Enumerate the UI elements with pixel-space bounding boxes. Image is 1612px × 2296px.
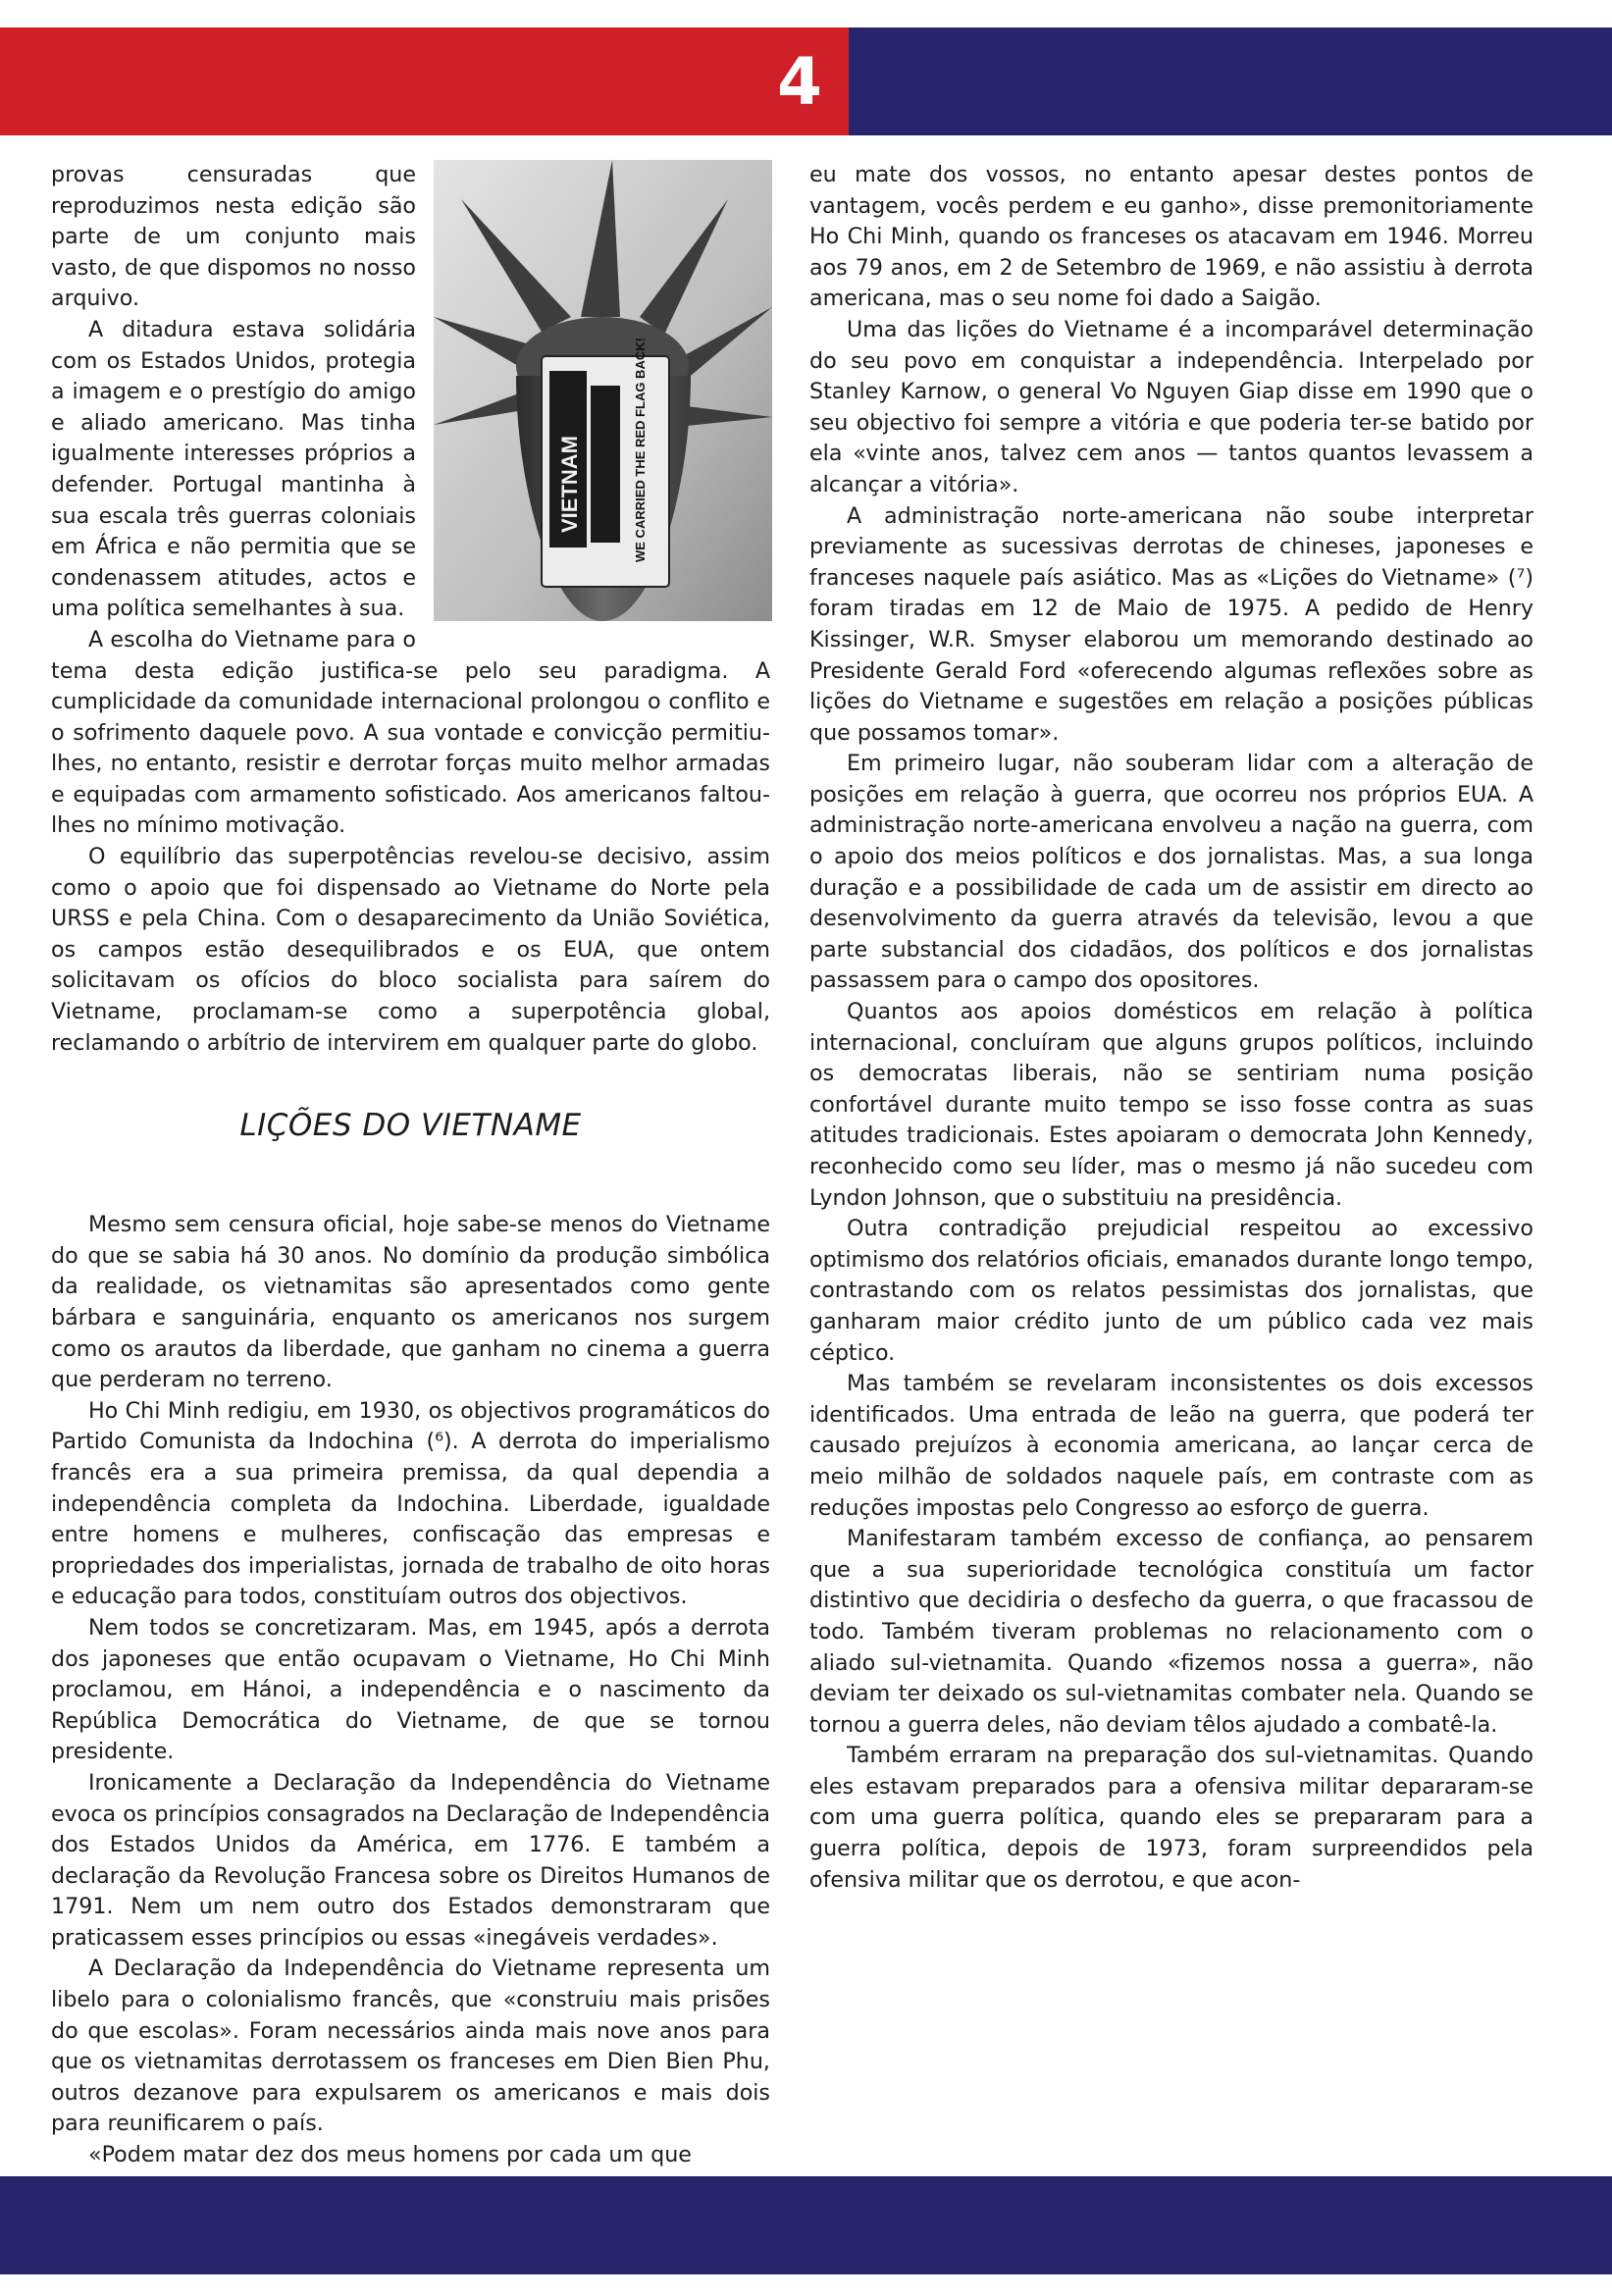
left-column xyxy=(51,160,770,2171)
right-paragraph: Mas também se revelaram inconsistentes os dois excessos identificados. Uma entrada de leão na guerra, que poderá ter causado prejuízos à economia americana, ao lançar cerca de meio milhão de soldados naquele país, em contraste com as reduções impostas pelo Congresso ao esforço de guerra. xyxy=(809,1371,1534,1521)
footer-blue-band xyxy=(0,2176,1612,2274)
left-paragraph: A escolha do Vietname para o tema desta edição justifica-se pelo seu paradigma. A cumplicidade da comunidade internacional prolongou o conflito e o sofrimento daquele povo. A sua vontade e convicção permitiu-lhes, no entanto, resistir e derrotar forças muito melhor armadas e equipadas com armamento sofisticado. Aos americanos faltou-lhes no mínimo motivação. xyxy=(51,626,770,839)
page-number: 4 xyxy=(777,44,822,120)
left-paragraph: Ho Chi Minh redigiu, em 1930, os objectivos programáticos do Partido Comunista da Indochina (⁶). A derrota do imperialismo francês era a sua primeira premissa, da qual dependia a independência completa da Indochina. Liberdade, igualdade entre homens e mulheres, confiscação das empresas e propriedades dos imperialistas, jornada de trabalho de oito horas e educação para todos, constituíam outros dos objectivos. xyxy=(51,1397,770,1610)
statue-of-liberty-photo xyxy=(434,160,772,621)
right-paragraph: Em primeiro lugar, não souberam lidar com a alteração de posições em relação à guerra, que ocorreu nos próprios EUA. A administração norte-americana envolveu a nação na guerra, com o apoio dos meios políticos e dos jornalistas. Mas, a sua longa duração e a possibilidade de cada um de assistir em directo ao desenvolvimento da guerra através da televisão, levou a que parte substancial dos cidadãos, dos políticos e dos jornalistas passassem para o campo dos opositores. xyxy=(809,751,1534,994)
left-paragraph: Nem todos se concretizaram. Mas, em 1945, após a derrota dos japoneses que então ocupavam o Vietname, Ho Chi Minh proclamou, em Hánoi, a independência e o nascimento da República Democrática do Vietname, de que se tornou presidente. xyxy=(51,1614,770,1765)
poster-text: VIETNAM xyxy=(557,436,582,533)
right-paragraph: Quantos aos apoios domésticos em relação à política internacional, concluíram que alguns grupos políticos, incluindo os democratas liberais, não se sentiriam numa posição confortável durante muito tempo se isso fosse contra as suas atitudes tradicionais. Estes apoiaram o democrata John Kennedy, reconhecido como seu líder, mas o mesmo já não sucedeu com Lyndon Johnson, que o substituiu na presidência. xyxy=(809,999,1534,1211)
right-paragraph: eu mate dos vossos, no entanto apesar destes pontos de vantagem, vocês perdem e eu ganho», disse premonitoriamente Ho Chi Minh, quando os franceses os atacavam em 1946. Morreu aos 79 anos, em 2 de Setembro de 1969, e não assistiu à derrota americana, mas o seu nome foi dado a Saigão. xyxy=(809,162,1534,312)
right-paragraph: Uma das lições do Vietname é a incomparável determinação do seu povo em conquistar a independência. Interpelado por Stanley Karnow, o general Vo Nguyen Giap disse em 1990 que o seu objectivo foi sempre a vitória e que poderia ter-se batido por ela «vinte anos, talvez cem anos — tantos quantos levassem a alcançar a vitória». xyxy=(809,316,1534,497)
left-paragraph: A Declaração da Independência do Vietname representa um libelo para o colonialismo francês, que «construiu mais prisões do que escolas». Foram necessários ainda mais nove anos para que os vietnamitas derrotassem os franceses em Dien Bien Phu, outros dezanove para expulsarem os americanos e mais dois para reunificarem o país. xyxy=(51,1956,770,2137)
left-paragraph: Mesmo sem censura oficial, hoje sabe-se menos do Vietname do que se sabia há 30 anos. No domínio da produção simbólica da realidade, os vietnamitas são apresentados como gente bárbara e sanguinária, enquanto os americanos nos surgem como os arautos da liberdade, que ganham no cinema a guerra que perderam no terreno. xyxy=(51,1212,770,1393)
banner-text: WE CARRIED THE RED FLAG BACK! xyxy=(633,338,648,562)
left-paragraph: O equilíbrio das superpotências revelou-se decisivo, assim como o apoio que foi dispensado ao Vietname do Norte pela URSS e pela China. Com o desaparecimento da União Soviética, os campos estão desequilibrados e os EUA, que ontem solicitavam os ofícios do bloco socialista para saírem do Vietname, proclamam-se como a superpotência global, reclamando o arbítrio de intervirem em qualquer parte do globo. xyxy=(51,844,770,1056)
left-paragraph: A ditadura estava solidária com os Estados Unidos, protegia a imagem e o prestígio do amigo e aliado americano. Mas tinha igualmente interesses próprios a defender. Portugal mantinha à sua escala três guerras coloniais em África e não permitia que se condenassem atitudes, actos e uma política semelhantes à sua. xyxy=(51,316,416,622)
header-red-band xyxy=(0,27,849,135)
header-blue-band xyxy=(849,27,1612,135)
right-paragraph: Outra contradição prejudicial respeitou ao excessivo optimismo dos relatórios oficiais, emanados durante longo tempo, contrastando com os relatos pessimistas dos jornalistas, que ganharam maior crédito junto de um público cada vez mais céptico. xyxy=(809,1216,1534,1366)
right-column xyxy=(809,160,1534,1896)
right-paragraph: Também erraram na preparação dos sul-vietnamitas. Quando eles estavam preparados para a ofensiva militar depararam-se com uma guerra política, quando eles se prepararam para a guerra política, depois de 1973, foram surpreendidos pela ofensiva militar que os derrotou, e que acon- xyxy=(809,1743,1534,1893)
left-paragraph: Ironicamente a Declaração da Independência do Vietname evoca os princípios consagrados na Declaração de Independência dos Estados Unidos da América, em 1776. E também a declaração da Revolução Francesa sobre os Direitos Humanos de 1791. Nem um nem outro dos Estados demonstraram que praticassem esses princípios ou essas «inegáveis verdades». xyxy=(51,1769,770,1951)
section-heading: LIÇÕES DO VIETNAME xyxy=(239,1108,582,1144)
right-paragraph: A administração norte-americana não soube interpretar previamente as sucessivas derrotas de chineses, japoneses e franceses naquele país asiático. Mas as «Lições do Vietname» (⁷) foram tiradas em 12 de Maio de 1975. A pedido de Henry Kissinger, W.R. Smyser elaborou um memorando destinado ao Presidente Gerald Ford «oferecendo algumas reflexões sobre as lições do Vietname e sugestões em relação a posições públicas que possamos tomar». xyxy=(809,502,1534,746)
right-paragraph: Manifestaram também excesso de confiança, ao pensarem que a sua superioridade tecnológica constituía um factor distintivo que decidiria o desfecho da guerra, o que fracassou de todo. Também tiveram problemas no relacionamento com o aliado sul-vietnamita. Quando «fizemos nossa a guerra», não deviam ter deixado os sul-vietnamitas combater nela. Quando se tornou a guerra deles, não deviam têlos ajudado a combatê-la. xyxy=(809,1526,1534,1738)
left-paragraph: provas censuradas que reproduzimos nesta edição são parte de um conjunto mais vasto, de que dispomos no nosso arquivo. xyxy=(51,162,416,312)
left-paragraph: «Podem matar dez dos meus homens por cada um que xyxy=(88,2142,692,2168)
